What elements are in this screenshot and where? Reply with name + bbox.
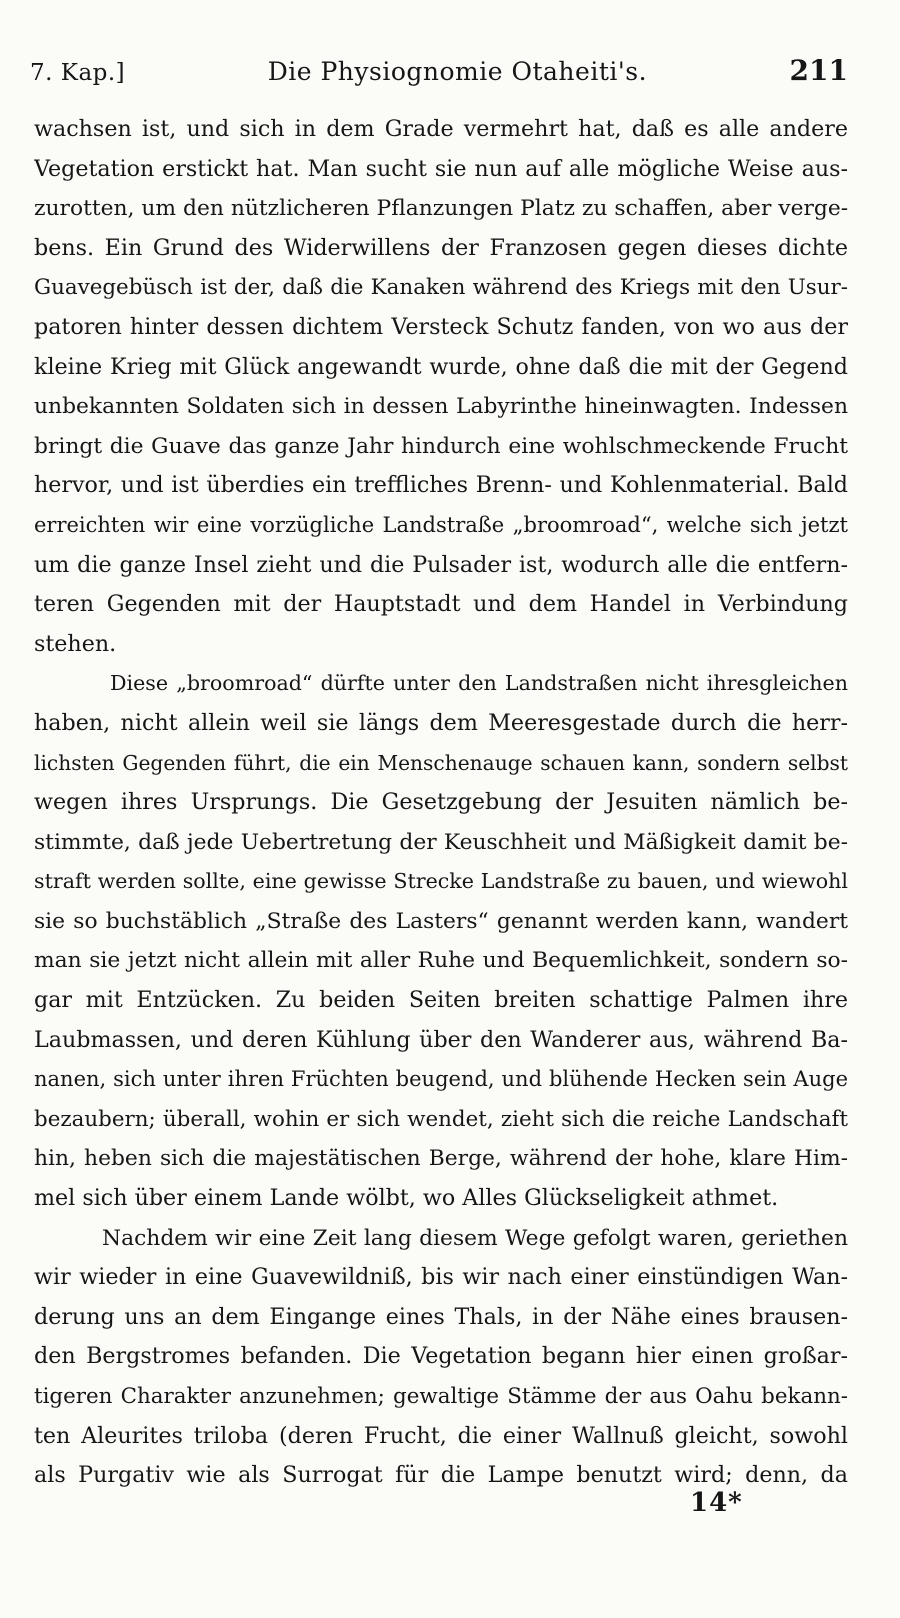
text-line: Vegetation erstickt hat. Man sucht sie nun auf alle mögliche Weise aus- xyxy=(34,155,848,182)
text-line: um die ganze Insel zieht und die Pulsader ist, wodurch alle die entfern- xyxy=(34,551,848,578)
text-line: bezaubern; überall, wohin er sich wendet, zieht sich die reiche Landschaft xyxy=(34,1106,848,1132)
paragraph-3 xyxy=(34,1219,848,1496)
text-line: stehen. xyxy=(34,630,117,657)
text-line: haben, nicht allein weil sie längs dem Meeresgestade durch die herr- xyxy=(34,709,848,736)
text-line: teren Gegenden mit der Hauptstadt und dem Handel in Verbindung xyxy=(34,591,848,618)
text-line: Diese „broomroad“ dürfte unter den Landstraßen nicht ihresgleichen xyxy=(110,671,848,696)
text-line: wegen ihres Ursprungs. Die Gesetzgebung der Jesuiten nämlich be- xyxy=(34,789,848,816)
text-line: unbekannten Soldaten sich in dessen Labyrinthe hineinwagten. Indessen xyxy=(34,394,848,420)
text-line: gar mit Entzücken. Zu beiden Seiten breiten schattige Palmen ihre xyxy=(34,987,848,1014)
text-line: tigeren Charakter anzunehmen; gewaltige Stämme der aus Oahu bekann- xyxy=(34,1384,848,1409)
text-line: Nachdem wir eine Zeit lang diesem Wege gefolgt waren, geriethen xyxy=(102,1225,848,1251)
text-line: straft werden sollte, eine gewisse Strecke Landstraße zu bauen, und wiewohl xyxy=(34,869,848,894)
text-line: wir wieder in eine Guavewildniß, bis wir nach einer einstündigen Wan- xyxy=(34,1264,848,1291)
paragraph-1 xyxy=(34,110,848,664)
text-line: lichsten Gegenden führt, die ein Menschenauge schauen kann, sondern selbst xyxy=(34,750,848,775)
running-title: Die Physiognomie Otaheiti's. xyxy=(267,57,648,86)
text-line: als Purgativ wie als Surrogat für die Lampe benutzt wird; denn, da xyxy=(34,1462,848,1489)
text-line: kleine Krieg mit Glück angewandt wurde, ohne daß die mit der Gegend xyxy=(34,353,848,380)
chapter-reference: 7. Kap.] xyxy=(30,60,126,86)
signature-mark: 14* xyxy=(690,1488,743,1518)
text-line: nanen, sich unter ihren Früchten beugend, und blühende Hecken sein Auge xyxy=(34,1067,848,1092)
text-line: hin, heben sich die majestätischen Berge, während der hohe, klare Him- xyxy=(34,1146,848,1172)
running-header xyxy=(30,54,848,94)
text-line: hervor, und ist überdies ein treffliches Brenn- und Kohlenmaterial. Bald xyxy=(34,472,848,499)
text-line: derung uns an dem Eingange eines Thals, in der Nähe eines brausen- xyxy=(34,1303,848,1330)
text-line: Guavegebüsch ist der, daß die Kanaken während des Kriegs mit den Usur- xyxy=(34,275,848,301)
page-number: 211 xyxy=(789,54,848,87)
text-line: sie so buchstäblich „Straße des Lasters“ genannt werden kann, wandert xyxy=(34,908,848,934)
text-line: Laubmassen, und deren Kühlung über den Wanderer aus, während Ba- xyxy=(34,1026,848,1053)
body-text xyxy=(34,110,848,1496)
text-line: patoren hinter dessen dichtem Versteck Schutz fanden, von wo aus der xyxy=(34,313,848,340)
text-line: man sie jetzt nicht allein mit aller Ruhe und Bequemlichkeit, sondern so- xyxy=(34,948,848,974)
text-line: erreichten wir eine vorzügliche Landstraße „broomroad“, welche sich jetzt xyxy=(34,512,848,537)
paragraph-2 xyxy=(34,664,848,1218)
text-line: mel sich über einem Lande wölbt, wo Alles Glückseligkeit athmet. xyxy=(34,1185,779,1212)
text-line: zurotten, um den nützlicheren Pflanzungen Platz zu schaffen, aber verge- xyxy=(34,196,848,222)
text-line: wachsen ist, und sich in dem Grade vermehrt hat, daß es alle andere xyxy=(34,116,848,142)
text-line: stimmte, daß jede Uebertretung der Keuschheit und Mäßigkeit damit be- xyxy=(34,829,848,855)
text-line: bringt die Guave das ganze Jahr hindurch eine wohlschmeckende Frucht xyxy=(34,433,848,459)
text-line: ten Aleurites triloba (deren Frucht, die einer Wallnuß gleicht, sowohl xyxy=(34,1422,848,1449)
text-line: den Bergstromes befanden. Die Vegetation begann hier einen großar- xyxy=(34,1343,848,1370)
text-line: bens. Ein Grund des Widerwillens der Franzosen gegen dieses dichte xyxy=(34,234,848,261)
